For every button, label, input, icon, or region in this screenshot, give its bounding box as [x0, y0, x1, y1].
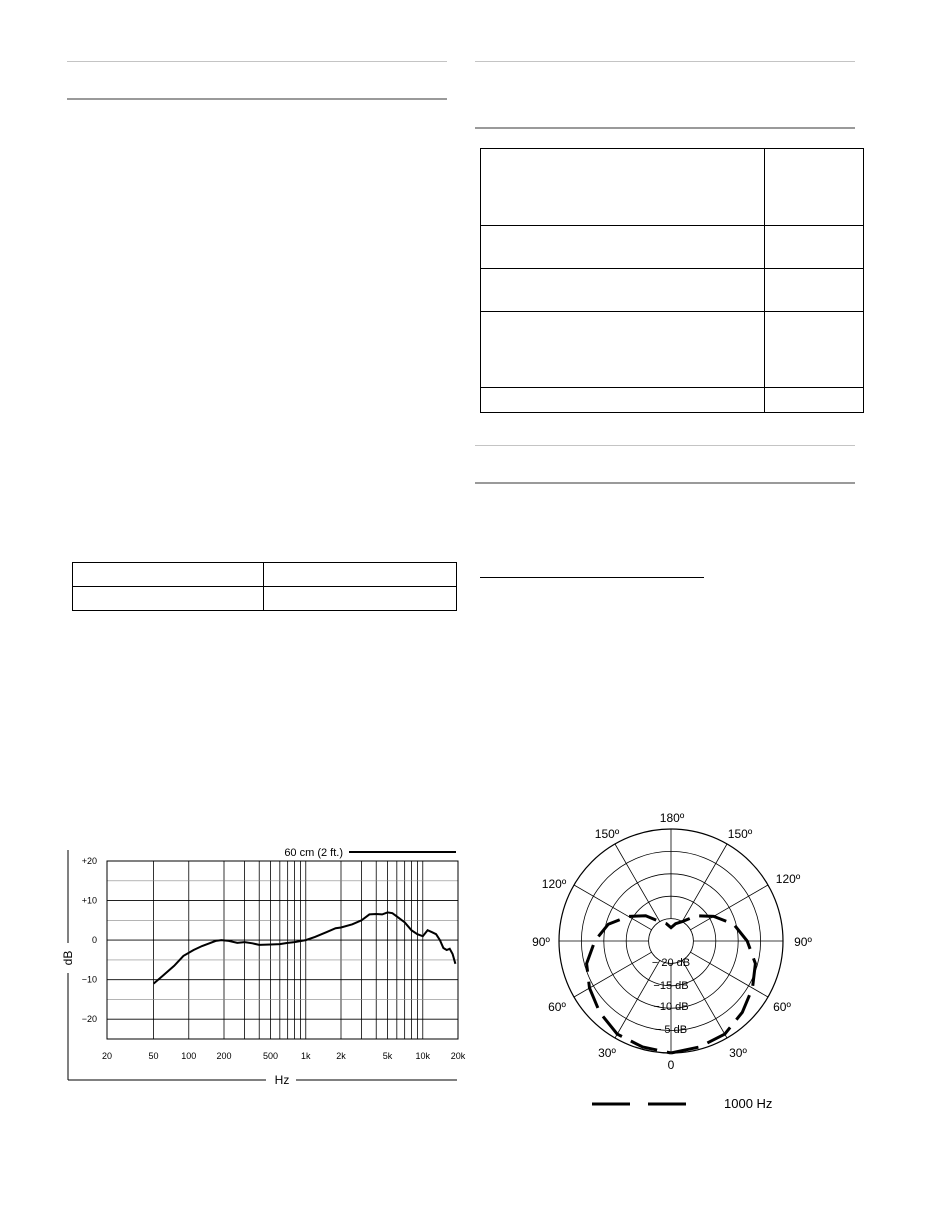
fr-x-tick-label: 50 [148, 1051, 159, 1061]
polar-spoke [690, 952, 768, 997]
fr-y-tick-label: −20 [81, 1014, 97, 1025]
polar-spoke [615, 960, 660, 1038]
fr-y-tick-label: +10 [81, 895, 97, 906]
fr-y-tick-label: 0 [91, 935, 97, 946]
fr-x-tick-label: 20k [450, 1051, 466, 1061]
polar-angle-label: 150º [594, 827, 620, 841]
polar-angle-label: 180º [659, 811, 685, 825]
polar-angle-label: 60º [548, 1000, 566, 1014]
polar-angle-label: 120º [541, 877, 567, 891]
fr-legend-label: 60 cm (2 ft.) [284, 847, 343, 859]
polar-db-label: −15 dB [653, 980, 689, 992]
polar-angle-label: 0 [667, 1058, 675, 1072]
fr-x-tick-label: 200 [216, 1051, 232, 1061]
polar-legend-label: 1000 Hz [724, 1096, 773, 1111]
polar-db-label: − 20 dB [651, 957, 691, 969]
fr-x-tick-label: 20 [101, 1051, 113, 1061]
polar-angle-label: 30º [729, 1046, 747, 1060]
polar-angle-label: 60º [773, 1000, 791, 1014]
polar-spoke [690, 885, 768, 930]
polar-angle-label: 30º [598, 1046, 616, 1060]
polar-angle-label: 90º [794, 935, 812, 949]
polar-spoke [574, 952, 652, 997]
bottom-edge [0, 1218, 937, 1225]
fr-x-tick-label: 500 [263, 1051, 279, 1061]
fr-y-tick-label: −10 [81, 974, 97, 985]
polar-angle-label: 90º [532, 935, 550, 949]
fr-ylabel: dB [61, 950, 75, 966]
polar-db-label: − 5 dB [654, 1024, 688, 1036]
fr-x-tick-label: 1k [301, 1051, 311, 1061]
polar-spoke [682, 960, 727, 1038]
polar-angle-label: 150º [727, 827, 753, 841]
polar-spoke [615, 844, 660, 922]
polar-db-label: −10 dB [653, 1001, 689, 1013]
polar-grid [559, 829, 783, 1053]
fr-x-tick-label: 2k [336, 1051, 346, 1061]
fr-x-tick-label: 10k [415, 1051, 431, 1061]
fr-xlabel: Hz [274, 1073, 290, 1087]
polar-angle-label: 120º [775, 872, 801, 886]
fr-x-tick-label: 100 [181, 1051, 197, 1061]
fr-x-tick-label: 5k [382, 1051, 393, 1061]
polar-spoke [682, 844, 727, 922]
fr-y-tick-label: +20 [81, 856, 97, 866]
